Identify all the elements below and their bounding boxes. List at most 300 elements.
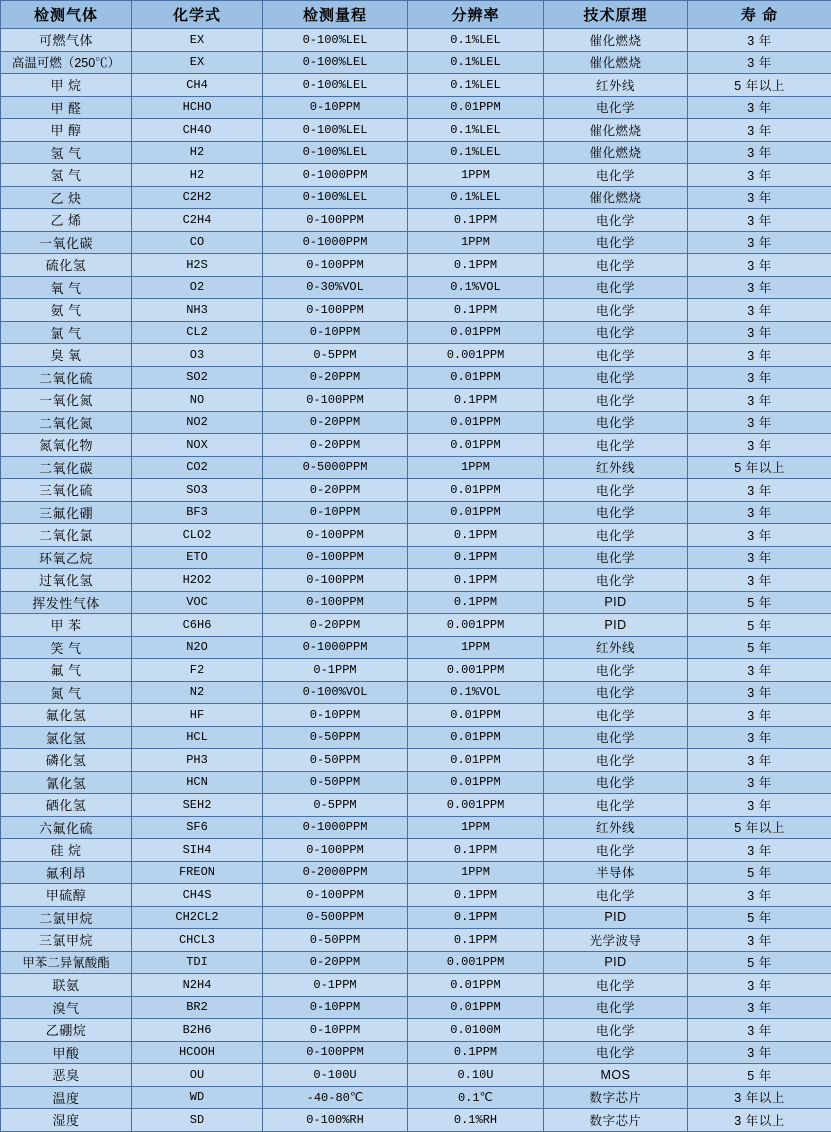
cell-resolution: 1PPM [408,456,544,479]
cell-range: 0-20PPM [263,434,408,457]
cell-principle: 催化燃烧 [544,51,688,74]
cell-resolution: 0.01PPM [408,366,544,389]
cell-range: 0-100%LEL [263,74,408,97]
cell-formula: SO3 [132,479,263,502]
table-body [1,29,831,1132]
cell-resolution: 0.01PPM [408,479,544,502]
cell-formula: NOX [132,434,263,457]
cell-principle: 光学波导 [544,929,688,952]
table-row [1,951,831,974]
table-row [1,996,831,1019]
cell-principle: 红外线 [544,636,688,659]
cell-formula: TDI [132,951,263,974]
cell-lifetime: 3 年 [688,434,831,457]
cell-resolution: 0.1PPM [408,839,544,862]
cell-resolution: 0.001PPM [408,344,544,367]
cell-gas: 二氧化氯 [1,524,132,547]
cell-range: 0-10PPM [263,704,408,727]
cell-formula: C2H4 [132,209,263,232]
cell-range: 0-10PPM [263,1019,408,1042]
cell-principle: 电化学 [544,884,688,907]
table-row [1,1086,831,1109]
cell-resolution: 0.01PPM [408,434,544,457]
cell-resolution: 0.1PPM [408,929,544,952]
cell-lifetime: 5 年 [688,636,831,659]
table-row [1,659,831,682]
cell-range: 0-100PPM [263,591,408,614]
cell-principle: 电化学 [544,411,688,434]
cell-lifetime: 3 年 [688,389,831,412]
cell-principle: 电化学 [544,726,688,749]
cell-resolution: 0.0100M [408,1019,544,1042]
cell-range: 0-500PPM [263,906,408,929]
cell-lifetime: 3 年 [688,794,831,817]
cell-formula: VOC [132,591,263,614]
header-row [1,1,831,29]
cell-principle: 电化学 [544,344,688,367]
table-row [1,231,831,254]
cell-principle: 电化学 [544,299,688,322]
cell-lifetime: 5 年以上 [688,816,831,839]
cell-formula: N2 [132,681,263,704]
cell-formula: SD [132,1109,263,1132]
cell-gas: 氟利昂 [1,861,132,884]
table-row [1,321,831,344]
table-row [1,479,831,502]
table-row [1,884,831,907]
cell-gas: 甲 苯 [1,614,132,637]
cell-gas: 氢 气 [1,164,132,187]
cell-lifetime: 5 年 [688,951,831,974]
table-row [1,839,831,862]
cell-range: 0-10PPM [263,996,408,1019]
cell-resolution: 0.001PPM [408,659,544,682]
cell-principle: 电化学 [544,479,688,502]
cell-gas: 三氟化硼 [1,501,132,524]
cell-gas: 氮氧化物 [1,434,132,457]
cell-formula: WD [132,1086,263,1109]
cell-range: 0-100PPM [263,546,408,569]
cell-gas: 硫化氢 [1,254,132,277]
cell-formula: F2 [132,659,263,682]
cell-resolution: 0.1PPM [408,1041,544,1064]
cell-principle: MOS [544,1064,688,1087]
table-row [1,164,831,187]
cell-resolution: 0.1%LEL [408,29,544,52]
cell-lifetime: 3 年 [688,321,831,344]
cell-principle: 电化学 [544,704,688,727]
cell-lifetime: 3 年 [688,726,831,749]
cell-formula: BF3 [132,501,263,524]
cell-lifetime: 3 年 [688,96,831,119]
cell-gas: 臭 氧 [1,344,132,367]
table-row [1,74,831,97]
cell-formula: C6H6 [132,614,263,637]
table-row [1,929,831,952]
cell-formula: H2O2 [132,569,263,592]
table-row [1,524,831,547]
cell-gas: 笑 气 [1,636,132,659]
cell-principle: 数字芯片 [544,1086,688,1109]
cell-range: 0-100%VOL [263,681,408,704]
cell-principle: 半导体 [544,861,688,884]
cell-resolution: 0.1PPM [408,524,544,547]
cell-gas: 甲 醇 [1,119,132,142]
cell-formula: N2O [132,636,263,659]
cell-lifetime: 3 年 [688,51,831,74]
cell-resolution: 0.1%VOL [408,276,544,299]
cell-principle: 催化燃烧 [544,119,688,142]
table-row [1,411,831,434]
cell-gas: 三氯甲烷 [1,929,132,952]
cell-principle: 电化学 [544,794,688,817]
cell-range: 0-1PPM [263,974,408,997]
cell-gas: 溴气 [1,996,132,1019]
cell-gas: 氟化氢 [1,704,132,727]
cell-range: 0-50PPM [263,749,408,772]
cell-lifetime: 5 年 [688,1064,831,1087]
cell-gas: 高温可燃（250℃） [1,51,132,74]
cell-principle: 红外线 [544,456,688,479]
cell-range: 0-100U [263,1064,408,1087]
cell-principle: 数字芯片 [544,1109,688,1132]
cell-range: 0-20PPM [263,366,408,389]
table-row [1,681,831,704]
cell-principle: 电化学 [544,681,688,704]
cell-formula: N2H4 [132,974,263,997]
table-row [1,591,831,614]
cell-range: 0-1000PPM [263,164,408,187]
cell-lifetime: 3 年以上 [688,1109,831,1132]
cell-principle: PID [544,951,688,974]
cell-lifetime: 3 年 [688,771,831,794]
cell-lifetime: 3 年 [688,839,831,862]
cell-resolution: 0.1%LEL [408,119,544,142]
cell-lifetime: 3 年 [688,681,831,704]
cell-range: 0-50PPM [263,771,408,794]
cell-range: 0-5PPM [263,794,408,817]
cell-formula: NH3 [132,299,263,322]
cell-resolution: 0.01PPM [408,96,544,119]
cell-gas: 二氯甲烷 [1,906,132,929]
cell-resolution: 0.1PPM [408,884,544,907]
cell-formula: FREON [132,861,263,884]
table-row [1,614,831,637]
cell-range: 0-10PPM [263,321,408,344]
cell-principle: 电化学 [544,974,688,997]
cell-gas: 硒化氢 [1,794,132,817]
cell-gas: 氟 气 [1,659,132,682]
cell-formula: CH4O [132,119,263,142]
cell-gas: 温度 [1,1086,132,1109]
cell-range: 0-100%LEL [263,186,408,209]
cell-range: 0-100PPM [263,839,408,862]
cell-range: 0-100PPM [263,569,408,592]
table-row [1,344,831,367]
cell-gas: 甲苯二异氰酸酯 [1,951,132,974]
cell-principle: 红外线 [544,816,688,839]
cell-resolution: 0.01PPM [408,411,544,434]
cell-range: 0-5PPM [263,344,408,367]
cell-resolution: 0.01PPM [408,726,544,749]
cell-resolution: 0.1PPM [408,906,544,929]
cell-principle: 电化学 [544,996,688,1019]
cell-lifetime: 3 年 [688,231,831,254]
cell-gas: 氮 气 [1,681,132,704]
cell-principle: 电化学 [544,434,688,457]
cell-gas: 乙 炔 [1,186,132,209]
cell-formula: CL2 [132,321,263,344]
cell-range: 0-100%LEL [263,119,408,142]
cell-range: 0-10PPM [263,96,408,119]
cell-gas: 二氧化碳 [1,456,132,479]
cell-range: 0-100%LEL [263,29,408,52]
cell-gas: 氢 气 [1,141,132,164]
cell-range: 0-100PPM [263,209,408,232]
table-row [1,546,831,569]
table-row [1,29,831,52]
cell-range: 0-1000PPM [263,636,408,659]
cell-lifetime: 5 年 [688,861,831,884]
cell-gas: 乙硼烷 [1,1019,132,1042]
cell-gas: 湿度 [1,1109,132,1132]
cell-resolution: 0.01PPM [408,749,544,772]
cell-formula: EX [132,51,263,74]
cell-range: 0-100PPM [263,254,408,277]
cell-gas: 硅 烷 [1,839,132,862]
cell-resolution: 0.01PPM [408,996,544,1019]
table-row [1,1019,831,1042]
cell-principle: 催化燃烧 [544,141,688,164]
cell-resolution: 0.10U [408,1064,544,1087]
table-row [1,1109,831,1132]
cell-principle: 电化学 [544,1041,688,1064]
cell-formula: HF [132,704,263,727]
table-row [1,726,831,749]
cell-formula: HCN [132,771,263,794]
cell-gas: 一氧化氮 [1,389,132,412]
cell-resolution: 1PPM [408,636,544,659]
table-row [1,749,831,772]
cell-range: 0-20PPM [263,951,408,974]
cell-resolution: 0.1%LEL [408,186,544,209]
cell-lifetime: 3 年 [688,704,831,727]
table-header [1,1,831,29]
cell-principle: 电化学 [544,1019,688,1042]
cell-formula: B2H6 [132,1019,263,1042]
cell-gas: 三氧化硫 [1,479,132,502]
cell-formula: SO2 [132,366,263,389]
cell-resolution: 1PPM [408,164,544,187]
cell-gas: 氧 气 [1,276,132,299]
cell-lifetime: 3 年 [688,569,831,592]
cell-resolution: 0.001PPM [408,794,544,817]
cell-lifetime: 5 年 [688,591,831,614]
cell-principle: 电化学 [544,254,688,277]
table-row [1,906,831,929]
cell-principle: 电化学 [544,321,688,344]
cell-gas: 甲酸 [1,1041,132,1064]
cell-formula: CLO2 [132,524,263,547]
cell-resolution: 0.01PPM [408,704,544,727]
cell-principle: 催化燃烧 [544,186,688,209]
cell-gas: 磷化氢 [1,749,132,772]
cell-resolution: 0.1%LEL [408,51,544,74]
column-header-resolution: 分辨率 [408,1,544,29]
cell-resolution: 0.1℃ [408,1086,544,1109]
cell-lifetime: 3 年 [688,884,831,907]
cell-principle: 电化学 [544,839,688,862]
cell-range: 0-1PPM [263,659,408,682]
cell-resolution: 0.01PPM [408,501,544,524]
table-row [1,119,831,142]
cell-lifetime: 3 年 [688,501,831,524]
cell-formula: H2 [132,141,263,164]
cell-resolution: 0.1%LEL [408,74,544,97]
cell-formula: EX [132,29,263,52]
cell-principle: 电化学 [544,276,688,299]
cell-resolution: 1PPM [408,816,544,839]
cell-formula: CH2CL2 [132,906,263,929]
cell-lifetime: 3 年 [688,366,831,389]
column-header-principle: 技术原理 [544,1,688,29]
cell-principle: 电化学 [544,231,688,254]
cell-lifetime: 3 年 [688,1019,831,1042]
cell-gas: 二氧化硫 [1,366,132,389]
cell-formula: CHCL3 [132,929,263,952]
cell-resolution: 0.1PPM [408,209,544,232]
cell-lifetime: 5 年 [688,906,831,929]
column-header-range: 检测量程 [263,1,408,29]
cell-resolution: 0.1PPM [408,546,544,569]
cell-formula: PH3 [132,749,263,772]
cell-principle: 电化学 [544,546,688,569]
cell-gas: 挥发性气体 [1,591,132,614]
cell-lifetime: 3 年 [688,119,831,142]
table-row [1,456,831,479]
cell-resolution: 0.01PPM [408,321,544,344]
cell-principle: 电化学 [544,96,688,119]
cell-formula: ETO [132,546,263,569]
cell-resolution: 0.01PPM [408,771,544,794]
cell-range: 0-1000PPM [263,816,408,839]
table-row [1,141,831,164]
cell-resolution: 0.1PPM [408,591,544,614]
cell-formula: OU [132,1064,263,1087]
cell-principle: 电化学 [544,164,688,187]
cell-gas: 二氧化氮 [1,411,132,434]
cell-resolution: 0.001PPM [408,951,544,974]
cell-gas: 甲 烷 [1,74,132,97]
cell-lifetime: 3 年 [688,974,831,997]
cell-formula: H2 [132,164,263,187]
cell-formula: O2 [132,276,263,299]
cell-resolution: 0.01PPM [408,974,544,997]
table-row [1,276,831,299]
cell-resolution: 1PPM [408,861,544,884]
table-row [1,794,831,817]
cell-range: 0-1000PPM [263,231,408,254]
cell-principle: 催化燃烧 [544,29,688,52]
cell-lifetime: 3 年 [688,996,831,1019]
cell-resolution: 0.1PPM [408,254,544,277]
cell-resolution: 1PPM [408,231,544,254]
table-row [1,254,831,277]
cell-lifetime: 3 年 [688,411,831,434]
table-row [1,816,831,839]
cell-range: 0-100PPM [263,884,408,907]
table-row [1,96,831,119]
cell-gas: 甲 醛 [1,96,132,119]
cell-formula: CO2 [132,456,263,479]
table-row [1,974,831,997]
cell-range: 0-100PPM [263,1041,408,1064]
cell-range: 0-100%LEL [263,51,408,74]
cell-lifetime: 3 年 [688,929,831,952]
cell-lifetime: 5 年以上 [688,74,831,97]
cell-gas: 环氧乙烷 [1,546,132,569]
cell-range: 0-5000PPM [263,456,408,479]
cell-gas: 甲硫醇 [1,884,132,907]
cell-formula: C2H2 [132,186,263,209]
cell-principle: 电化学 [544,771,688,794]
table-row [1,636,831,659]
cell-gas: 氯化氢 [1,726,132,749]
cell-range: -40-80℃ [263,1086,408,1109]
table-row [1,501,831,524]
cell-lifetime: 3 年 [688,254,831,277]
cell-formula: BR2 [132,996,263,1019]
cell-range: 0-100PPM [263,299,408,322]
cell-range: 0-20PPM [263,614,408,637]
cell-range: 0-100PPM [263,389,408,412]
cell-lifetime: 3 年 [688,141,831,164]
cell-gas: 联氨 [1,974,132,997]
cell-gas: 氰化氢 [1,771,132,794]
cell-formula: NO2 [132,411,263,434]
cell-principle: 电化学 [544,209,688,232]
cell-range: 0-2000PPM [263,861,408,884]
table-row [1,861,831,884]
cell-formula: SF6 [132,816,263,839]
cell-resolution: 0.001PPM [408,614,544,637]
cell-range: 0-100%LEL [263,141,408,164]
cell-gas: 一氧化碳 [1,231,132,254]
cell-formula: CH4S [132,884,263,907]
table-row [1,389,831,412]
cell-principle: PID [544,906,688,929]
cell-formula: NO [132,389,263,412]
cell-lifetime: 3 年 [688,299,831,322]
cell-principle: 电化学 [544,569,688,592]
cell-lifetime: 3 年 [688,344,831,367]
cell-gas: 氨 气 [1,299,132,322]
table-row [1,569,831,592]
cell-principle: 电化学 [544,389,688,412]
cell-lifetime: 3 年以上 [688,1086,831,1109]
cell-lifetime: 5 年以上 [688,456,831,479]
cell-formula: CO [132,231,263,254]
cell-range: 0-100PPM [263,524,408,547]
table-row [1,299,831,322]
cell-lifetime: 3 年 [688,479,831,502]
cell-resolution: 0.1PPM [408,299,544,322]
cell-gas: 恶臭 [1,1064,132,1087]
cell-gas: 氯 气 [1,321,132,344]
cell-lifetime: 3 年 [688,29,831,52]
table-row [1,186,831,209]
cell-lifetime: 3 年 [688,749,831,772]
